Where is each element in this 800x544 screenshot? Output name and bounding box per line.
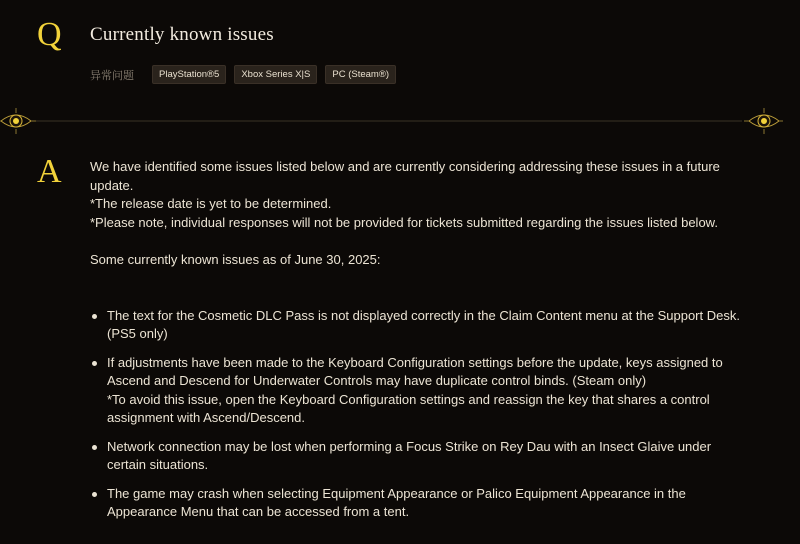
ticket-note: *Please note, individual responses will not be provided for tickets submitted regarding the issues listed below. xyxy=(90,214,718,230)
answer-body xyxy=(90,158,750,532)
platform-tag-xbox: Xbox Series X|S xyxy=(234,65,317,84)
tag-row xyxy=(90,64,404,85)
issue-text: If adjustments have been made to the Keyboard Configuration settings before the update, keys assigned to Ascend and Descend for Underwater Controls may have duplicate control binds. (Steam only) xyxy=(107,354,723,388)
issue-item xyxy=(90,307,747,344)
category-label: 异常问题 xyxy=(90,69,134,82)
platform-tag-ps5: PlayStation®5 xyxy=(152,65,226,84)
section-divider xyxy=(0,105,800,137)
release-date-note: *The release date is yet to be determined. xyxy=(90,196,332,211)
issue-item xyxy=(90,438,747,475)
issue-item xyxy=(90,485,747,522)
question-letter: Q xyxy=(37,16,62,53)
issue-text: The text for the Cosmetic DLC Pass is not displayed correctly in the Claim Content menu at the Support Desk. (PS5 only) xyxy=(107,307,740,341)
ornate-eye-ornament-icon-left xyxy=(0,108,36,134)
issue-workaround-note: *To avoid this issue, open the Keyboard Configuration settings and reassign the key that shares a control assignment with Ascend/Descend. xyxy=(107,391,710,425)
platform-tag-pc: PC (Steam®) xyxy=(325,65,396,84)
known-issues-date-line: Some currently known issues as of June 30, 2025: xyxy=(90,252,381,267)
issue-list xyxy=(90,307,750,522)
page-title: Currently known issues xyxy=(90,24,274,45)
issue-text: Network connection may be lost when performing a Focus Strike on Rey Dau with an Insect Glaive under certain situations. xyxy=(107,438,712,472)
answer-intro: We have identified some issues listed below and are currently considering addressing these issues in a future update. xyxy=(90,159,720,193)
answer-letter: A xyxy=(37,153,62,190)
ornate-eye-ornament-icon-right xyxy=(744,108,783,134)
issue-text: The game may crash when selecting Equipment Appearance or Palico Equipment Appearance in the Appearance Menu that can be accessed from a tent. xyxy=(107,485,686,519)
issue-item xyxy=(90,354,747,428)
